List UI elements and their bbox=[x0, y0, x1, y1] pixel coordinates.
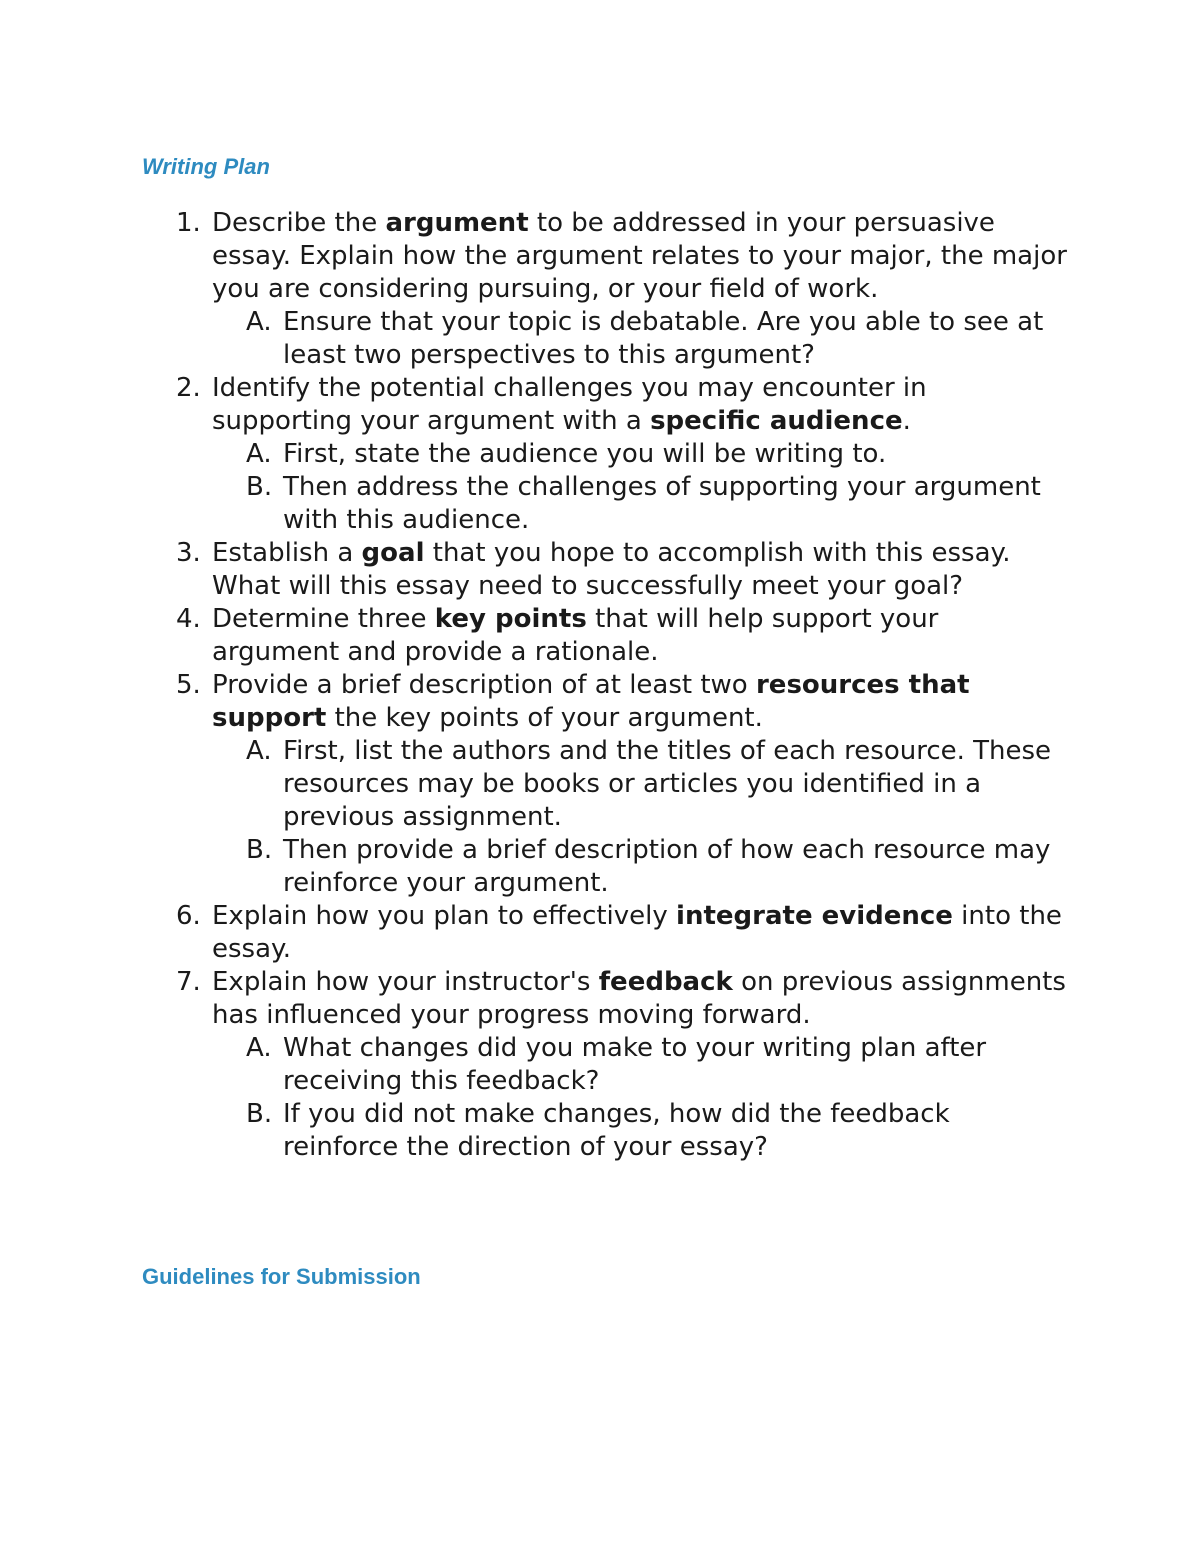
list-item-text bbox=[212, 538, 1010, 601]
text-segment: into the essay. bbox=[212, 901, 1062, 964]
sub-list-item-letter: A. bbox=[246, 439, 272, 469]
sub-list-item-text: First, list the authors and the titles of each resource. These resources may be books or articles you identified in a previous assignment. bbox=[283, 736, 1052, 832]
sub-list-item bbox=[212, 306, 1073, 372]
list-item bbox=[0, 207, 1072, 372]
list-item-text bbox=[212, 901, 1062, 964]
text-segment: on previous assignments has influenced your progress moving forward. bbox=[212, 967, 1066, 1030]
sub-list-item-text: If you did not make changes, how did the feedback reinforce the direction of your essay? bbox=[283, 1099, 950, 1162]
list-item bbox=[0, 372, 1072, 537]
sub-list-item-letter: B. bbox=[246, 1099, 273, 1129]
emphasized-term: goal bbox=[361, 538, 425, 568]
text-segment: Identify the potential challenges you may encounter in supporting your argument with a bbox=[212, 373, 927, 436]
text-segment: the key points of your argument. bbox=[326, 703, 763, 733]
sub-list-item bbox=[212, 1098, 1073, 1164]
text-segment: that will help support your argument and provide a rationale. bbox=[212, 604, 939, 667]
list-item-text bbox=[212, 604, 938, 667]
sub-list-item-text: Then address the challenges of supporting your argument with this audience. bbox=[283, 472, 1041, 535]
text-segment: Explain how you plan to effectively bbox=[212, 901, 677, 931]
emphasized-term: resources that support bbox=[212, 670, 970, 733]
sub-list-item-letter: B. bbox=[246, 835, 273, 865]
writing-plan-list bbox=[0, 207, 1200, 1164]
sub-list-item bbox=[212, 735, 1073, 834]
list-item bbox=[0, 603, 1072, 669]
list-item-text bbox=[212, 670, 970, 733]
list-item-number: 6. bbox=[176, 901, 201, 931]
list-item bbox=[0, 900, 1072, 966]
sub-list-item bbox=[212, 834, 1073, 900]
sub-list-item-letter: B. bbox=[246, 472, 273, 502]
list-item-text bbox=[212, 967, 1066, 1030]
list-item-text bbox=[212, 208, 1067, 304]
sub-list-item-text: Then provide a brief description of how each resource may reinforce your argument. bbox=[283, 835, 1051, 898]
text-segment: Describe the bbox=[212, 208, 386, 238]
emphasized-term: argument bbox=[385, 208, 529, 238]
sub-list bbox=[212, 306, 1072, 372]
list-item bbox=[0, 669, 1072, 900]
emphasized-term: integrate evidence bbox=[676, 901, 953, 931]
list-item-text bbox=[212, 373, 927, 436]
text-segment: Determine three bbox=[212, 604, 435, 634]
list-item bbox=[0, 966, 1072, 1164]
sub-list bbox=[212, 1032, 1072, 1164]
sub-list-item-text: What changes did you make to your writing plan after receiving this feedback? bbox=[283, 1033, 987, 1096]
list-item-number: 7. bbox=[176, 967, 201, 997]
list-item-number: 2. bbox=[176, 373, 201, 403]
section-title: Writing Plan bbox=[142, 154, 270, 179]
emphasized-term: specific audience bbox=[650, 406, 903, 436]
list-item-number: 3. bbox=[176, 538, 201, 568]
sub-list-item-letter: A. bbox=[246, 1033, 272, 1063]
sub-list-item bbox=[212, 471, 1073, 537]
list-item-number: 1. bbox=[176, 208, 201, 238]
sub-list-item-letter: A. bbox=[246, 307, 272, 337]
sub-list-item bbox=[212, 1032, 1073, 1098]
list-item-number: 5. bbox=[176, 670, 201, 700]
text-segment: to be addressed in your persuasive essay. Explain how the argument relates to your major, the major you are considering pursuing, or your field of work. bbox=[212, 208, 1067, 304]
sub-list-item bbox=[212, 438, 1073, 471]
text-segment: Establish a bbox=[212, 538, 362, 568]
emphasized-term: key points bbox=[434, 604, 587, 634]
sub-list-item-text: Ensure that your topic is debatable. Are you able to see at least two perspectives to this argument? bbox=[283, 307, 1044, 370]
sub-list bbox=[212, 735, 1072, 900]
text-segment: that you hope to accomplish with this essay. What will this essay need to successfully meet your goal? bbox=[212, 538, 1011, 601]
text-segment: . bbox=[902, 406, 911, 436]
list-item-number: 4. bbox=[176, 604, 201, 634]
text-segment: Provide a brief description of at least two bbox=[212, 670, 756, 700]
emphasized-term: feedback bbox=[598, 967, 733, 997]
sub-list bbox=[212, 438, 1072, 537]
sub-list-item-text: First, state the audience you will be writing to. bbox=[283, 439, 887, 469]
guidelines-title: Guidelines for Submission bbox=[142, 1264, 421, 1289]
text-segment: Explain how your instructor's bbox=[212, 967, 599, 997]
sub-list-item-letter: A. bbox=[246, 736, 272, 766]
list-item bbox=[0, 537, 1072, 603]
